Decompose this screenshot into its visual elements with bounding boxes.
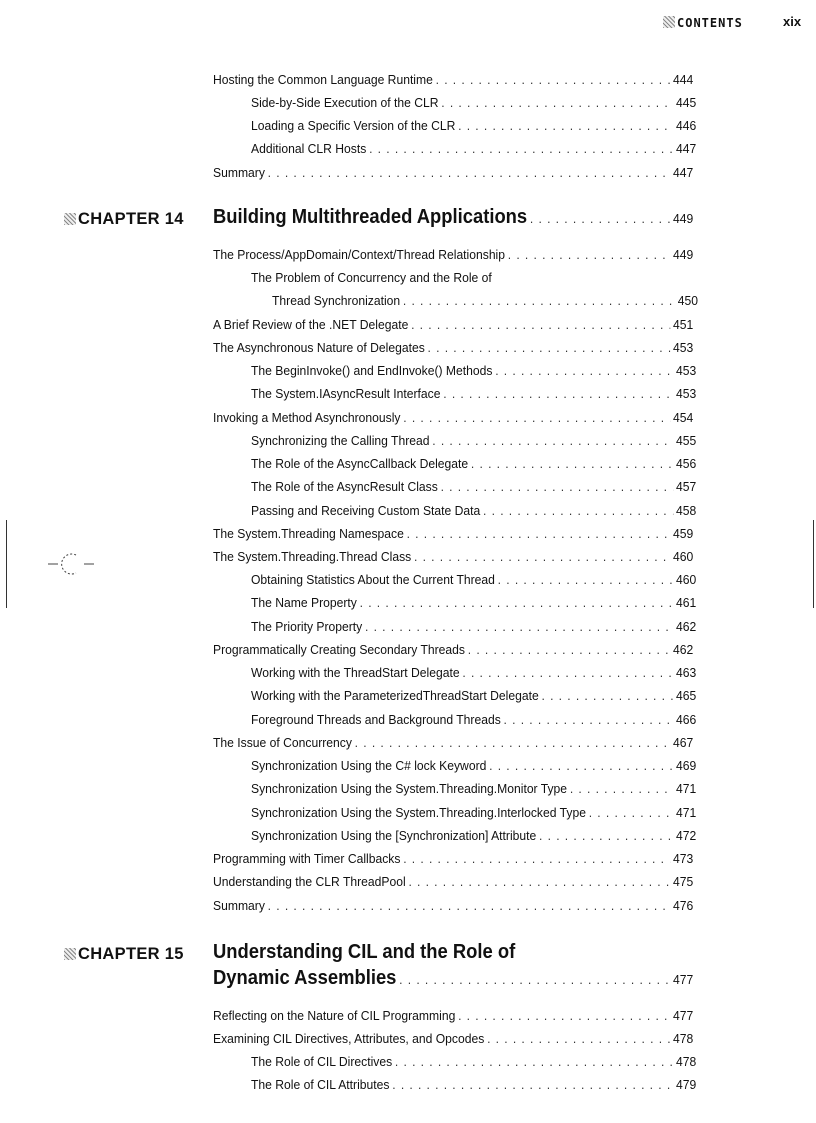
toc-entry[interactable]: Invoking a Method Asynchronously . . . 454: [213, 410, 693, 432]
toc-entry[interactable]: The BeginInvoke() and EndInvoke() Methods . . . 453: [251, 363, 696, 385]
chapter-14-label: CHAPTER 14: [64, 210, 184, 229]
toc-entry[interactable]: Summary . . . 476: [213, 898, 693, 920]
crop-mark-right: [813, 520, 814, 608]
toc-entry[interactable]: Summary . . . 447: [213, 165, 693, 187]
registration-mark-icon: [48, 552, 94, 576]
toc-entry[interactable]: Reflecting on the Nature of CIL Programming . . . 477: [213, 1008, 693, 1030]
chapter-15-title[interactable]: Dynamic Assemblies . . . 477: [213, 967, 693, 995]
running-header: [663, 16, 743, 30]
toc-entry[interactable]: The Role of the AsyncCallback Delegate . . . 456: [251, 456, 696, 478]
toc-entry[interactable]: The Issue of Concurrency . . . 467: [213, 735, 693, 757]
toc-entry[interactable]: Understanding the CLR ThreadPool . . . 475: [213, 874, 693, 896]
toc-entry[interactable]: Synchronization Using the System.Threading.Monitor Type . . . 471: [251, 781, 696, 803]
toc-entry[interactable]: Hosting the Common Language Runtime . . . 444: [213, 72, 693, 94]
toc-entry[interactable]: The Role of CIL Directives . . . 478: [251, 1054, 696, 1076]
chapter-14-title[interactable]: Building Multithreaded Applications . . . 449: [213, 206, 693, 234]
toc-entry[interactable]: Working with the ParameterizedThreadStart Delegate . . . 465: [251, 688, 696, 710]
toc-entry[interactable]: Synchronization Using the [Synchronization] Attribute . . . 472: [251, 828, 696, 850]
page-number: xix: [783, 14, 802, 29]
toc-entry[interactable]: The Priority Property . . . 462: [251, 619, 696, 641]
toc-entry[interactable]: The Role of CIL Attributes . . . 479: [251, 1077, 696, 1099]
toc-entry[interactable]: Passing and Receiving Custom State Data . . . 458: [251, 503, 696, 525]
toc-entry[interactable]: Thread Synchronization . . . 450: [272, 293, 698, 315]
toc-entry: The Problem of Concurrency and the Role of: [251, 270, 492, 285]
toc-entry[interactable]: Side-by-Side Execution of the CLR . . . 445: [251, 95, 696, 117]
toc-entry[interactable]: Working with the ThreadStart Delegate . . . 463: [251, 665, 696, 687]
crop-mark-left: [6, 520, 7, 608]
toc-entry[interactable]: Foreground Threads and Background Threads . . . 466: [251, 712, 696, 734]
toc-entry[interactable]: The Asynchronous Nature of Delegates . . . 453: [213, 340, 693, 362]
toc-entry[interactable]: The System.Threading.Thread Class . . . 460: [213, 549, 693, 571]
toc-entry[interactable]: Synchronization Using the C# lock Keyword . . . 469: [251, 758, 696, 780]
toc-entry[interactable]: The Process/AppDomain/Context/Thread Relationship . . . 449: [213, 247, 693, 269]
toc-entry[interactable]: Loading a Specific Version of the CLR . . . 446: [251, 118, 696, 140]
toc-entry[interactable]: Synchronizing the Calling Thread . . . 455: [251, 433, 696, 455]
toc-entry[interactable]: Programmatically Creating Secondary Threads . . . 462: [213, 642, 693, 664]
toc-entry[interactable]: The Role of the AsyncResult Class . . . 457: [251, 479, 696, 501]
toc-entry[interactable]: Examining CIL Directives, Attributes, and Opcodes . . . 478: [213, 1031, 693, 1053]
chapter-15-title-line1: Understanding CIL and the Role of: [213, 941, 516, 963]
chapter-15-label: CHAPTER 15: [64, 945, 184, 964]
toc-entry[interactable]: Synchronization Using the System.Threading.Interlocked Type . . . 471: [251, 805, 696, 827]
section-label: CONTENTS: [677, 16, 743, 30]
square-bullet-icon: [663, 16, 675, 28]
toc-entry[interactable]: The System.Threading Namespace . . . 459: [213, 526, 693, 548]
toc-entry[interactable]: Programming with Timer Callbacks . . . 473: [213, 851, 693, 873]
square-bullet-icon: [64, 213, 76, 225]
toc-entry[interactable]: Obtaining Statistics About the Current Thread . . . 460: [251, 572, 696, 594]
square-bullet-icon: [64, 948, 76, 960]
toc-entry[interactable]: A Brief Review of the .NET Delegate . . . 451: [213, 317, 693, 339]
toc-entry[interactable]: The Name Property . . . 461: [251, 595, 696, 617]
toc-entry[interactable]: The System.IAsyncResult Interface . . . 453: [251, 386, 696, 408]
toc-entry[interactable]: Additional CLR Hosts . . . 447: [251, 141, 696, 163]
